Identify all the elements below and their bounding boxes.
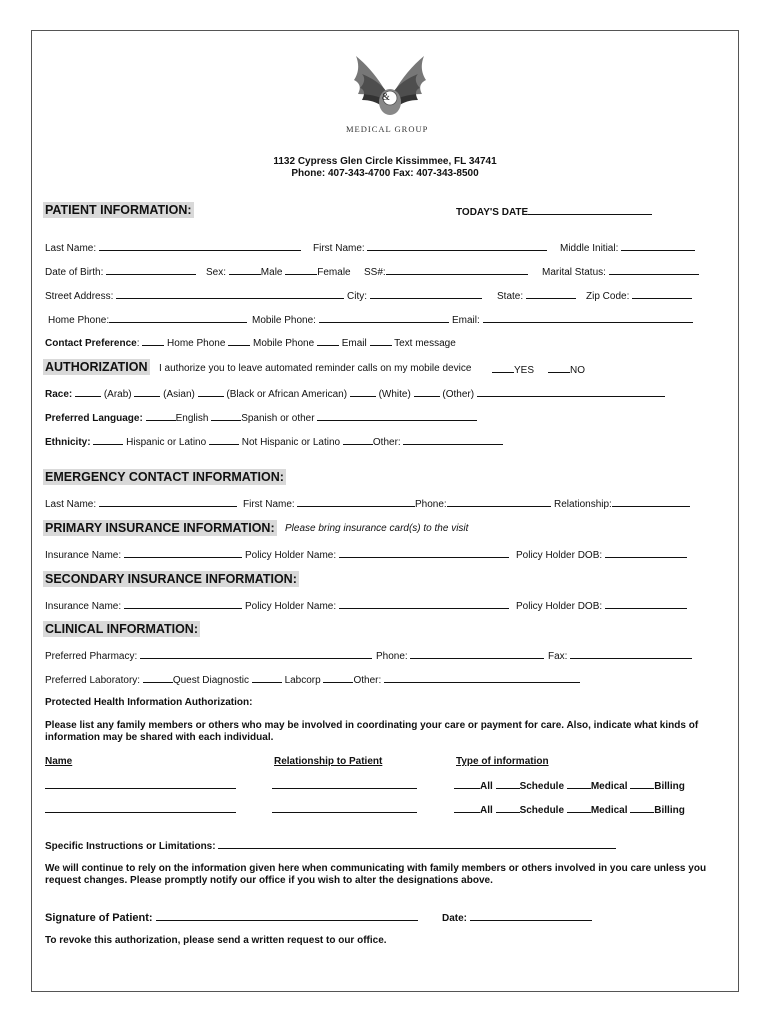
race-arab-checkbox[interactable]	[75, 387, 101, 397]
male-option: Male	[260, 267, 283, 278]
contact-mobile-checkbox[interactable]	[228, 336, 250, 346]
primary-policy-holder-field[interactable]	[245, 548, 509, 562]
language-english-label: English	[175, 413, 209, 424]
race-white-label: (White)	[378, 389, 411, 400]
practice-phone-fax: Phone: 407-343-4700 Fax: 407-343-8500	[291, 168, 479, 179]
authorization-text: I authorize you to leave automated reminder calls on my mobile device	[159, 363, 472, 374]
logo-brand: MEDICAL GROUP	[346, 124, 429, 134]
ethnicity-other-checkbox[interactable]	[343, 435, 373, 445]
emergency-first-name-field[interactable]	[243, 497, 415, 511]
ethnicity-hispanic-label: Hispanic or Latino	[126, 437, 207, 448]
home-phone-field[interactable]	[48, 313, 247, 327]
race-black-label: (Black or African American)	[226, 389, 348, 400]
first-name-field[interactable]	[313, 241, 547, 255]
row1-schedule-checkbox[interactable]	[496, 779, 520, 789]
primary-policy-holder-label: Policy Holder Name:	[245, 550, 337, 561]
secondary-policy-holder-label: Policy Holder Name:	[245, 601, 337, 612]
row2-billing-label: Billing	[654, 805, 685, 816]
lab-labcorp-label: Labcorp	[284, 675, 321, 686]
female-option: Female	[317, 267, 351, 278]
primary-insurance-name-field[interactable]	[45, 548, 242, 562]
ethnicity-label: Ethnicity:	[45, 437, 91, 448]
yes-label: YES	[514, 365, 535, 376]
last-name-label: Last Name:	[45, 243, 97, 254]
race-black-checkbox[interactable]	[198, 387, 224, 397]
race-asian-label: (Asian)	[163, 389, 195, 400]
sex-label: Sex:	[206, 267, 227, 278]
dob-field[interactable]	[45, 265, 196, 279]
language-label: Preferred Language:	[45, 413, 143, 424]
ss-label: SS#:	[364, 267, 386, 278]
section-authorization: AUTHORIZATION	[45, 360, 148, 374]
middle-initial-label: Middle Initial:	[560, 243, 619, 254]
marital-status-field[interactable]	[542, 265, 699, 279]
row1-schedule-label: Schedule	[519, 781, 565, 792]
emergency-relationship-label: Relationship:	[554, 499, 612, 510]
state-field[interactable]	[497, 289, 576, 303]
phi-instructions: Please list any family members or others who may be involved in coordinating your care or payment for care. Also, indicate what kinds of information may be shared with each individual.	[45, 720, 699, 743]
pharmacy-phone-label: Phone:	[376, 651, 408, 662]
emergency-first-name-label: First Name:	[243, 499, 295, 510]
specific-instructions-field[interactable]	[45, 839, 616, 853]
sex-field[interactable]	[206, 265, 351, 279]
todays-date-label: TODAY'S DATE	[456, 207, 529, 218]
secondary-policy-holder-field[interactable]	[245, 599, 509, 613]
row2-schedule-label: Schedule	[519, 805, 565, 816]
revoke-notice: To revoke this authorization, please send a written request to our office.	[45, 935, 387, 946]
preferred-laboratory-label: Preferred Laboratory:	[45, 675, 141, 686]
language-row	[45, 411, 477, 425]
city-field[interactable]	[347, 289, 482, 303]
row2-schedule-checkbox[interactable]	[496, 803, 520, 813]
pharmacy-fax-field[interactable]	[548, 649, 692, 663]
race-asian-checkbox[interactable]	[134, 387, 160, 397]
specific-instructions-label: Specific Instructions or Limitations:	[45, 841, 216, 852]
language-spanish-label: Spanish or other	[241, 413, 315, 424]
signature-label: Signature of Patient:	[45, 912, 153, 924]
lab-other-label: Other:	[353, 675, 382, 686]
practice-address: 1132 Cypress Glen Circle Kissimmee, FL 34741	[273, 156, 497, 167]
lab-labcorp-checkbox[interactable]	[252, 673, 282, 683]
authorization-yes[interactable]	[492, 363, 534, 377]
section-primary-insurance: PRIMARY INSURANCE INFORMATION:	[45, 521, 275, 535]
street-address-field[interactable]	[45, 289, 344, 303]
email-field[interactable]	[452, 313, 693, 327]
phi-title: Protected Health Information Authorization:	[45, 697, 253, 708]
section-emergency-contact: EMERGENCY CONTACT INFORMATION:	[45, 470, 284, 484]
home-phone-label: Home Phone:	[48, 315, 110, 326]
race-other-label: (Other)	[442, 389, 475, 400]
row2-medical-checkbox[interactable]	[567, 803, 591, 813]
family-relationship-input-1[interactable]	[272, 788, 417, 789]
section-secondary-insurance: SECONDARY INSURANCE INFORMATION:	[45, 572, 297, 586]
ethnicity-not-hispanic-checkbox[interactable]	[209, 435, 239, 445]
primary-insurance-note: Please bring insurance card(s) to the visit	[285, 523, 469, 534]
no-label: NO	[570, 365, 585, 376]
signature-field[interactable]	[45, 910, 418, 924]
contact-email-checkbox[interactable]	[317, 336, 339, 346]
authorization-no[interactable]	[548, 363, 585, 377]
zip-code-label: Zip Code:	[586, 291, 630, 302]
lab-other-checkbox[interactable]	[323, 673, 353, 683]
row2-medical-label: Medical	[590, 805, 628, 816]
ethnicity-not-hispanic-label: Not Hispanic or Latino	[241, 437, 341, 448]
race-arab-label: (Arab)	[103, 389, 132, 400]
preferred-laboratory-row	[45, 673, 580, 687]
info-type-row-1	[454, 779, 685, 793]
info-type-row-2	[454, 803, 685, 817]
row2-all-checkbox[interactable]	[454, 803, 480, 813]
row1-medical-label: Medical	[590, 781, 628, 792]
preferred-pharmacy-label: Preferred Pharmacy:	[45, 651, 138, 662]
lab-other-input[interactable]	[384, 673, 580, 683]
street-address-label: Street Address:	[45, 291, 114, 302]
preferred-pharmacy-field[interactable]	[45, 649, 372, 663]
ethnicity-row	[45, 435, 503, 449]
logo-letters: &	[382, 92, 390, 103]
zip-code-field[interactable]	[586, 289, 692, 303]
city-label: City:	[347, 291, 367, 302]
email-label: Email:	[452, 315, 480, 326]
signature-date-label: Date:	[442, 913, 468, 924]
race-label: Race:	[45, 389, 73, 400]
contact-preference-label: Contact Preference	[45, 338, 137, 349]
secondary-insurance-name-label: Insurance Name:	[45, 601, 122, 612]
signature-date-field[interactable]	[442, 911, 592, 925]
primary-policy-holder-dob-label: Policy Holder DOB:	[516, 550, 603, 561]
marital-status-label: Marital Status:	[542, 267, 606, 278]
race-white-checkbox[interactable]	[350, 387, 376, 397]
emergency-phone-field[interactable]	[415, 497, 551, 511]
family-relationship-input-2[interactable]	[272, 812, 417, 813]
col-type-header: Type of information	[456, 756, 549, 767]
emergency-last-name-field[interactable]	[45, 497, 237, 511]
race-row	[45, 387, 665, 401]
pharmacy-phone-field[interactable]	[376, 649, 544, 663]
secondary-policy-holder-dob-label: Policy Holder DOB:	[516, 601, 603, 612]
row2-billing-checkbox[interactable]	[630, 803, 654, 813]
mobile-phone-label: Mobile Phone:	[252, 315, 316, 326]
mobile-phone-field[interactable]	[252, 313, 449, 327]
language-english-checkbox[interactable]	[146, 411, 176, 421]
contact-text-checkbox[interactable]	[370, 336, 392, 346]
col-name-header: Name	[45, 756, 73, 767]
col-relationship-header: Relationship to Patient	[274, 756, 383, 767]
section-clinical-information: CLINICAL INFORMATION:	[45, 622, 198, 636]
contact-email-label: Email	[341, 338, 367, 349]
secondary-insurance-name-field[interactable]	[45, 599, 242, 613]
lab-quest-checkbox[interactable]	[143, 673, 173, 683]
state-label: State:	[497, 291, 524, 302]
race-other-input[interactable]	[477, 387, 665, 397]
primary-policy-holder-dob-field[interactable]	[516, 548, 687, 562]
first-name-label: First Name:	[313, 243, 365, 254]
emergency-phone-label: Phone:	[415, 499, 447, 510]
emergency-relationship-field[interactable]	[554, 497, 690, 511]
row1-billing-label: Billing	[654, 781, 685, 792]
row1-billing-checkbox[interactable]	[630, 779, 654, 789]
secondary-policy-holder-dob-field[interactable]	[516, 599, 687, 613]
contact-home-label: Home Phone	[167, 338, 226, 349]
language-spanish-checkbox[interactable]	[211, 411, 241, 421]
family-name-input-1[interactable]	[45, 788, 236, 789]
pharmacy-fax-label: Fax:	[548, 651, 568, 662]
row2-all-label: All	[480, 805, 493, 816]
phi-notice: We will continue to rely on the information given here when communicating with family members or others involved in you care unless you request changes. Please promptly notify our office if you wish to alter the designations above.	[45, 863, 707, 886]
ss-field[interactable]	[364, 265, 528, 279]
row1-all-label: All	[480, 781, 493, 792]
contact-text-label: Text message	[394, 338, 456, 349]
race-other-checkbox[interactable]	[414, 387, 440, 397]
contact-mobile-label: Mobile Phone	[252, 338, 315, 349]
ethnicity-other-input[interactable]	[403, 435, 503, 445]
lab-quest-label: Quest Diagnostic	[172, 675, 249, 686]
family-name-input-2[interactable]	[45, 812, 236, 813]
contact-preference-row: Contact Preference: Home Phone Mobile Phone Email Text message	[45, 338, 456, 349]
ethnicity-other-label: Other:	[372, 437, 401, 448]
contact-home-checkbox[interactable]	[142, 336, 164, 346]
primary-insurance-name-label: Insurance Name:	[45, 550, 122, 561]
ethnicity-hispanic-checkbox[interactable]	[93, 435, 123, 445]
emergency-last-name-label: Last Name:	[45, 499, 97, 510]
todays-date-field[interactable]	[456, 205, 652, 219]
section-patient-information: PATIENT INFORMATION:	[45, 203, 192, 217]
row1-medical-checkbox[interactable]	[567, 779, 591, 789]
last-name-field[interactable]	[45, 241, 301, 255]
language-other-input[interactable]	[317, 411, 477, 421]
row1-all-checkbox[interactable]	[454, 779, 480, 789]
middle-initial-field[interactable]	[560, 241, 695, 255]
dob-label: Date of Birth:	[45, 267, 104, 278]
